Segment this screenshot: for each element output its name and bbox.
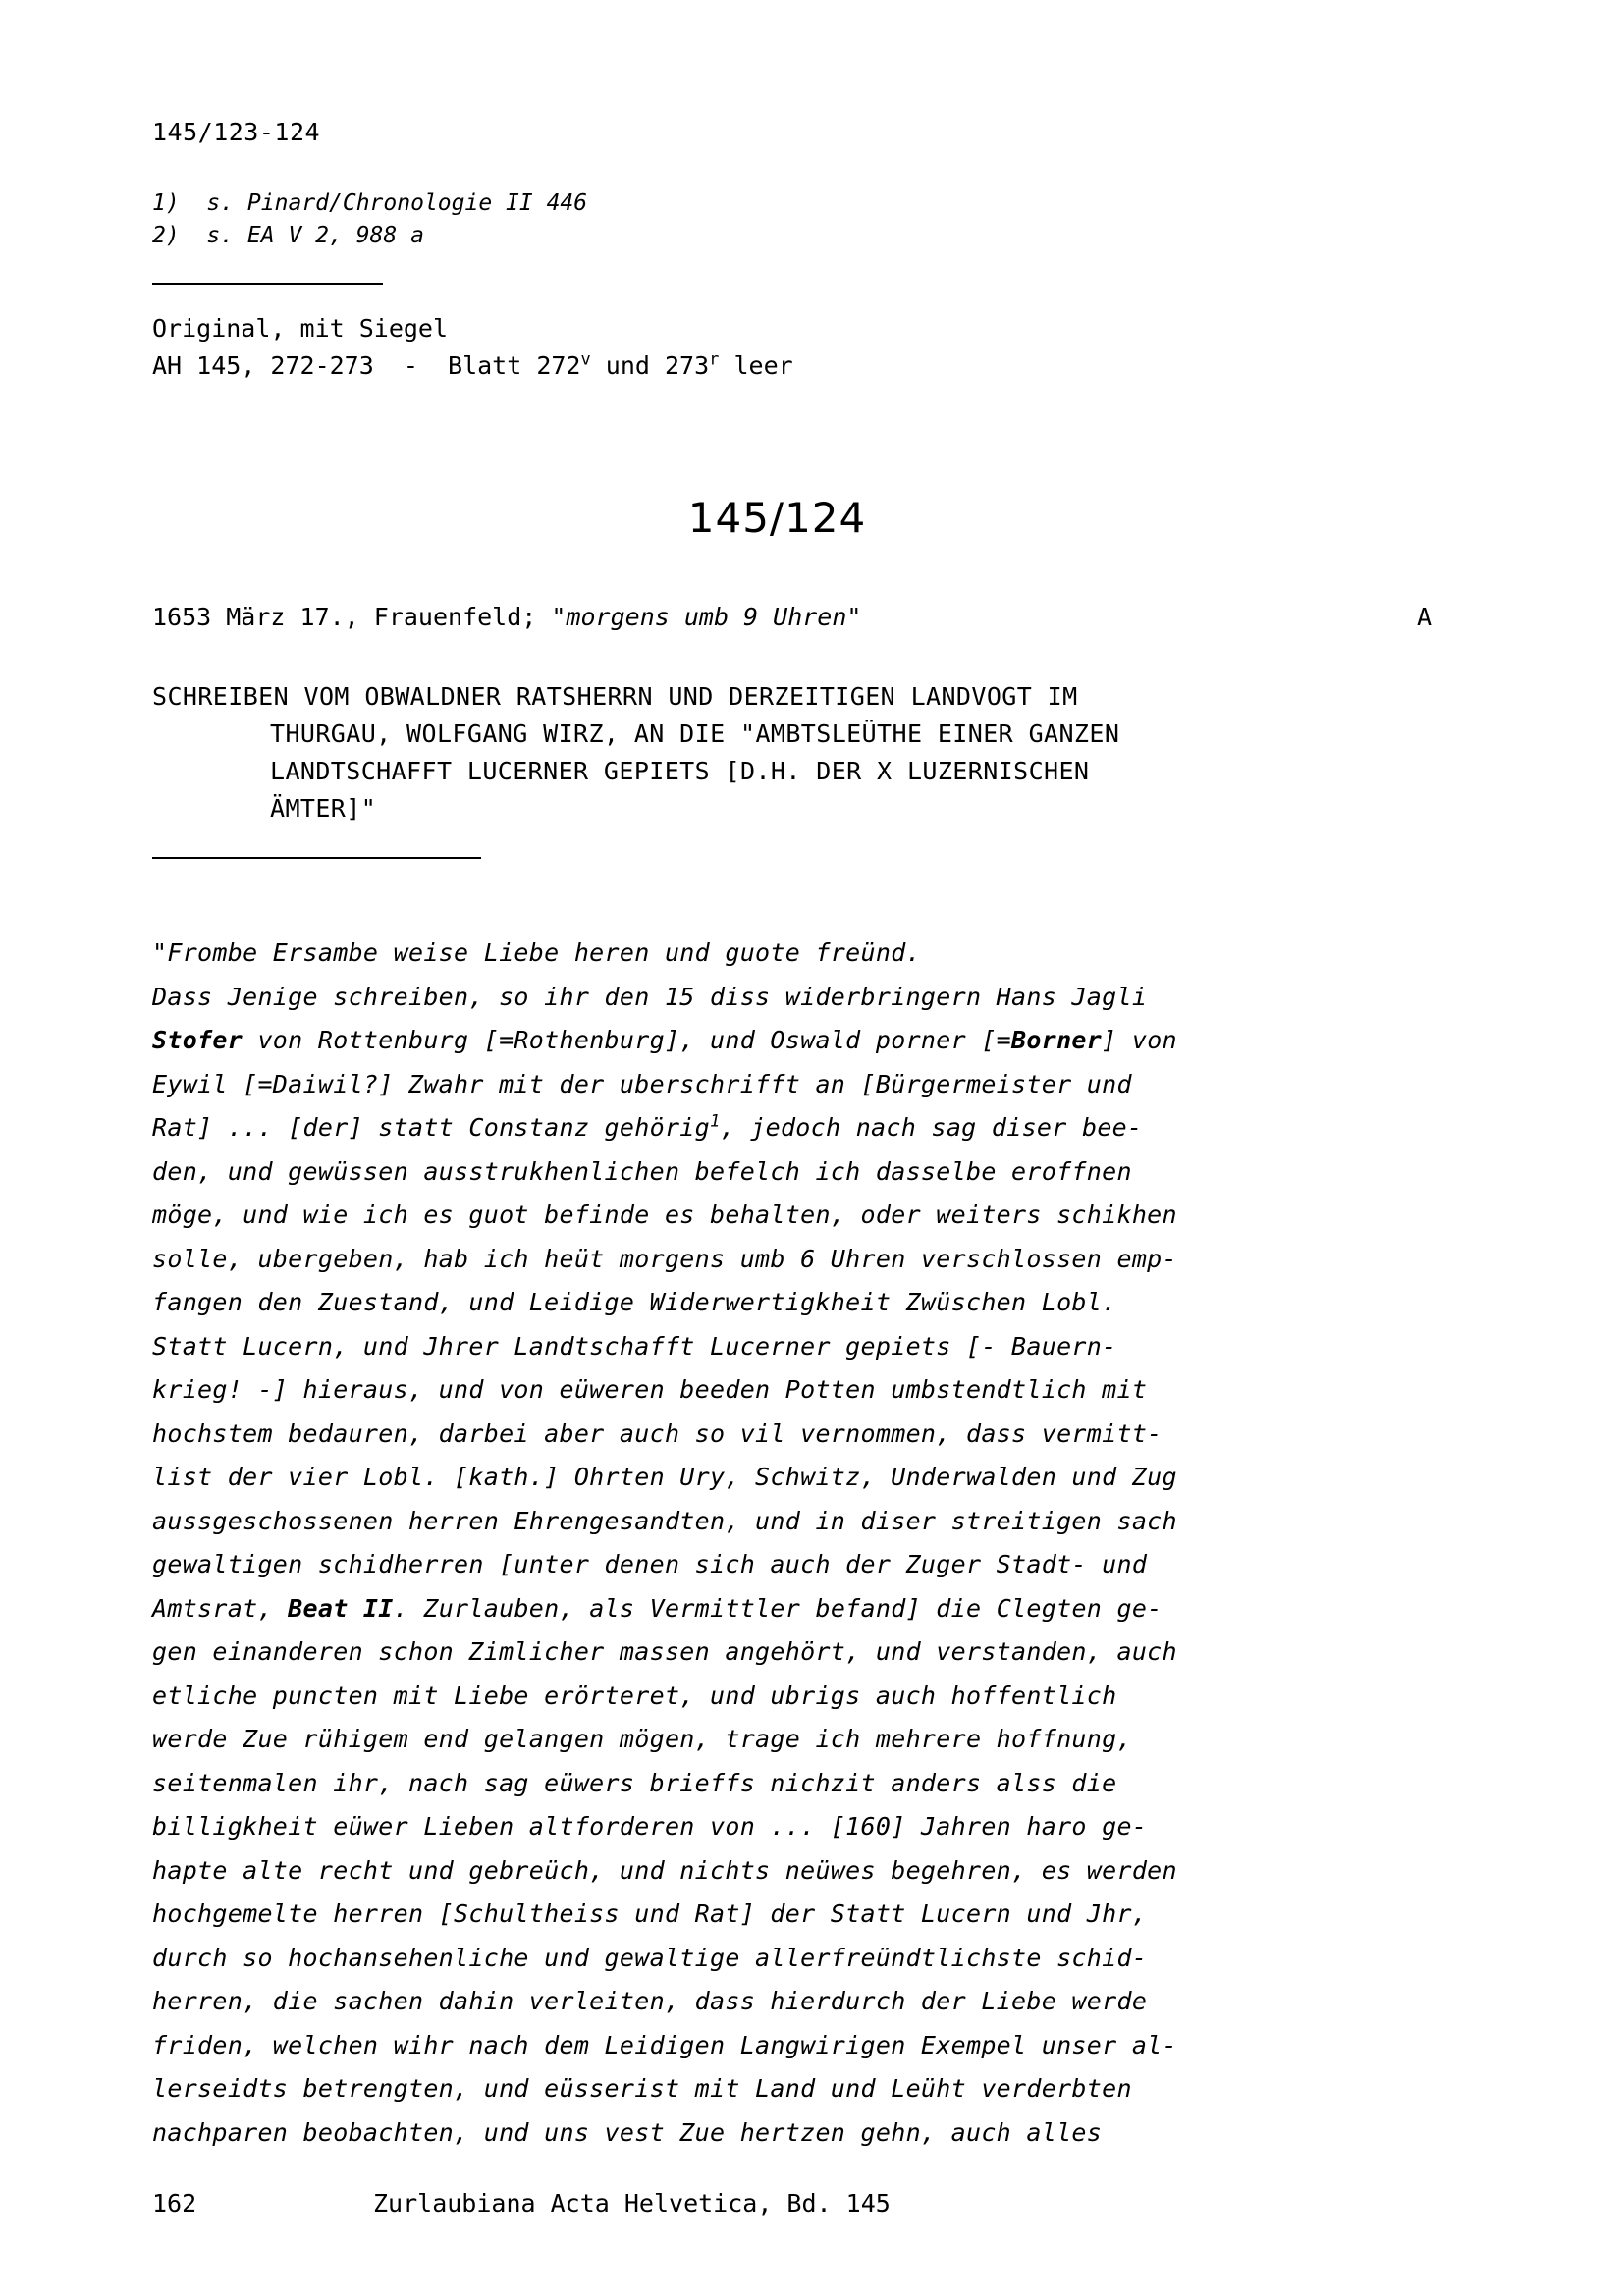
folio-verso-marker: v [580,350,591,371]
body-line: hapte alte recht und gebreüch, und nichts neüwes begehren, es werden [152,1855,1177,1885]
original-line-2-post: leer [719,351,793,381]
body-line: gen einanderen schon Zimlicher massen angehört, und verstanden, auch [152,1637,1177,1667]
footnote-item: 1) s. Pinard/Chronologie II 446 [152,190,588,216]
transcription-body [152,932,1471,2155]
footnote-list [152,187,1471,253]
divider-rule-bottom [152,857,481,859]
original-source-block [152,310,1471,387]
body-line: Dass Jenige schreiben, so ihr den 15 diss widerbringern Hans Jagli [152,982,1148,1011]
regest-line-2: THURGAU, WOLFGANG WIRZ, AN DIE "AMBTSLEÜTHE EINER GANZEN [270,720,1120,749]
footnote-ref-1: 1 [710,1111,721,1132]
body-line: list der vier Lobl. [kath.] Ohrten Ury, Schwitz, Underwalden und Zug [152,1463,1177,1492]
folio-recto-marker: r [709,350,720,371]
body-line-text: Rat] ... [der] statt Constanz gehörig [152,1113,710,1143]
body-line: Statt Lucern, und Jhrer Landtschafft Lucerner gepiets [- Bauern- [152,1331,1117,1361]
body-line: billigkheit eüwer Lieben altforderen von ... [160] Jahren haro ge- [152,1812,1148,1842]
body-line-text: ] von [1102,1026,1177,1055]
dateline-quote: morgens umb 9 Uhren [566,603,847,632]
document-number: 145/124 [687,494,867,543]
body-line: etliche puncten mit Liebe erörteret, und ubrigs auch hoffentlich [152,1681,1117,1710]
body-line: "Frombe Ersambe weise Liebe heren und guote freünd. [152,938,921,968]
body-line: nachparen beobachten, und uns vest Zue hertzen gehn, auch alles [152,2117,1103,2147]
body-line: herren, die sachen dahin verleiten, dass hierdurch der Liebe werde [152,1987,1148,2016]
body-line-text: Amtsrat, [152,1593,289,1623]
body-line: krieg! -] hieraus, und von eüweren beeden Potten umbstendtlich mit [152,1375,1148,1405]
footer-page-number: 162 [152,2189,197,2217]
body-line: den, und gewüssen ausstrukhenlichen befelch ich dasselbe eroffnen [152,1156,1132,1186]
body-line: hochstem bedauren, darbei aber auch so vil vernommen, dass vermitt- [152,1418,1163,1448]
dateline [152,603,861,631]
body-line-text: . Zurlauben, als Vermittler befand] die Clegten ge- [393,1593,1163,1623]
name-borner: Borner [1011,1026,1103,1055]
dateline-close-quote: " [846,603,862,632]
body-line: möge, und wie ich es guot befinde es behalten, oder weiters schikhen [152,1201,1177,1230]
regest-line-3: LANDTSCHAFFT LUCERNER GEPIETS [D.H. DER X LUZERNISCHEN [270,757,1090,786]
page-footer [152,2189,1471,2217]
body-line-text: von Rottenburg [=Rothenburg], und Oswald porner [= [243,1026,1012,1055]
body-line [152,1106,1471,1150]
divider-rule-top [152,283,383,285]
body-line: durch so hochansehenliche und gewaltige allerfreündtlichste schid- [152,1943,1148,1972]
body-line: werde Zue rühigem end gelangen mögen, trage ich mehrere hoffnung, [152,1725,1132,1754]
body-line: solle, ubergeben, hab ich heüt morgens umb 6 Uhren verschlossen emp- [152,1244,1177,1273]
body-line [152,1019,1471,1063]
original-line-2 [152,347,1471,386]
body-line [152,1587,1471,1631]
body-line: lerseidts betrengten, und eüsserist mit Land und Leüht verderbten [152,2074,1132,2104]
regest-line-1: SCHREIBEN VOM OBWALDNER RATSHERRN UND DERZEITIGEN LANDVOGT IM [152,682,1078,712]
name-beat-ii: Beat II [288,1593,394,1623]
regest-heading [152,678,1471,828]
name-stofer: Stofer [152,1026,243,1055]
dateline-marker: A [1416,603,1432,632]
body-line: gewaltigen schidherren [unter denen sich auch der Zuger Stadt- und [152,1550,1148,1579]
body-line: hochgemelte herren [Schultheiss und Rat] der Statt Lucern und Jhr, [152,1899,1148,1929]
body-line: fangen den Zuestand, und Leidige Widerwertigkheit Zwüschen Lobl. [152,1288,1117,1317]
dateline-row [152,603,1471,631]
original-line-2-mid: und 273 [590,351,710,381]
original-line-1: Original, mit Siegel [152,313,449,343]
footer-title: Zurlaubiana Acta Helvetica, Bd. 145 [373,2189,891,2217]
body-line: seitenmalen ihr, nach sag eüwers brieffs nichzit anders alss die [152,1768,1117,1797]
body-line: Eywil [=Daiwil?] Zwahr mit der uberschrifft an [Bürgermeister und [152,1069,1132,1098]
dateline-plain: 1653 März 17., Frauenfeld; " [152,603,567,632]
body-line: friden, welchen wihr nach dem Leidigen Langwirigen Exempel unser al- [152,2030,1177,2059]
original-line-2-pre: AH 145, 272-273 - Blatt 272 [152,351,581,381]
body-line: aussgeschossenen herren Ehrengesandten, und in diser streitigen sach [152,1506,1177,1535]
body-line-text: , jedoch nach sag diser bee- [720,1113,1143,1143]
regest-line-4: ÄMTER]" [270,794,377,824]
footnote-item: 2) s. EA V 2, 988 a [152,223,424,249]
page-reference: 145/123-124 [152,118,321,146]
